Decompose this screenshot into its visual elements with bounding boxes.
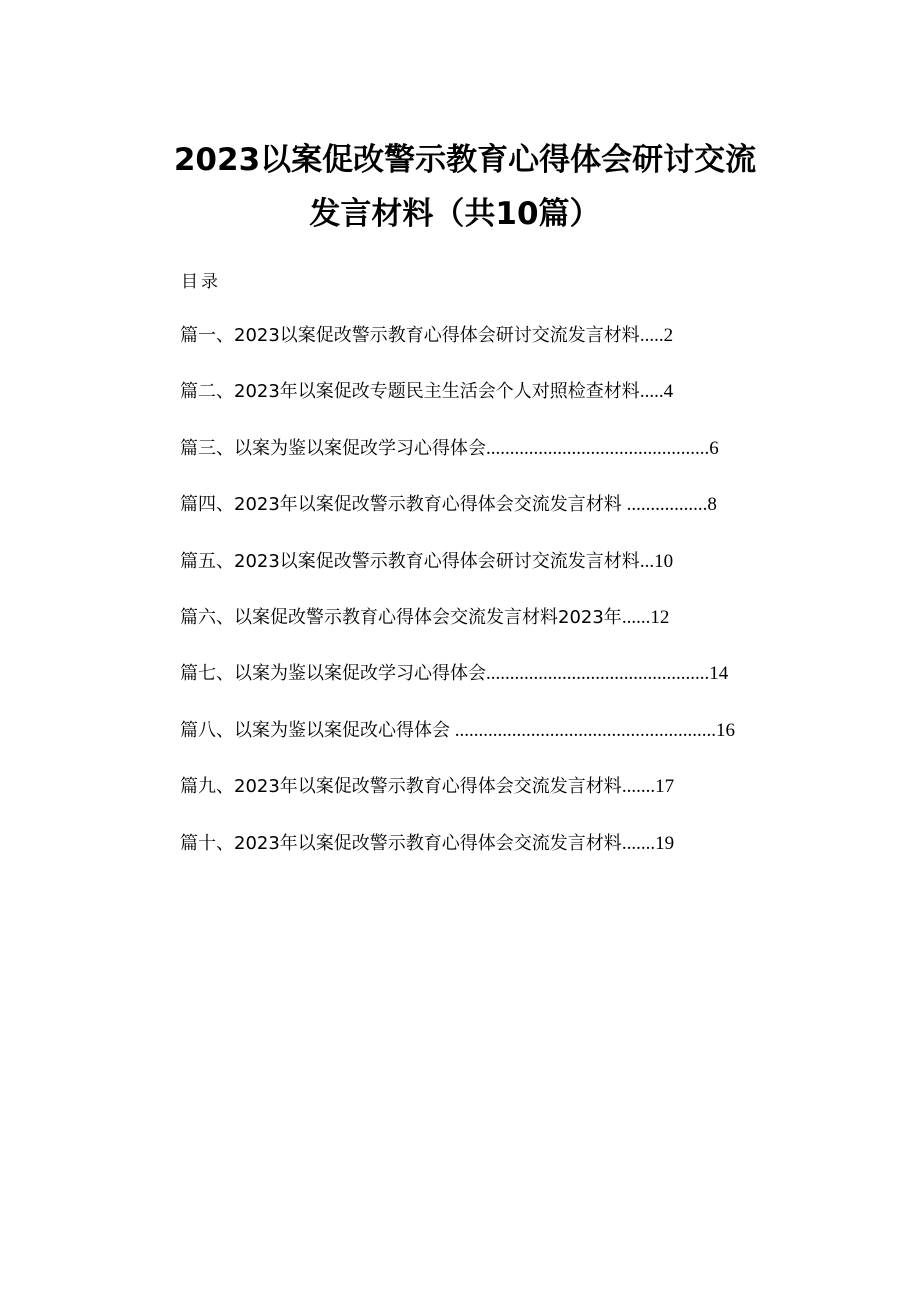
- toc-entry-title: 篇四、2023年以案促改警示教育心得体会交流发言材料: [180, 494, 622, 516]
- toc-leader-dots: ...: [639, 550, 655, 572]
- toc-leader-dots: .......: [621, 832, 656, 854]
- toc-page-number: 17: [655, 776, 675, 798]
- toc-entry-title: 篇五、2023以案促改警示教育心得体会研讨交流发言材料: [180, 550, 640, 572]
- toc-leader-dots: ...............................................: [486, 663, 710, 685]
- toc-leader-dots: .......................................................: [450, 719, 716, 741]
- toc-entry-title: 篇二、2023年以案促改专题民主生活会个人对照检查材料: [180, 381, 640, 403]
- toc-entry-3[interactable]: [180, 434, 780, 490]
- toc-entry-title: 篇九、2023年以案促改警示教育心得体会交流发言材料: [180, 776, 622, 798]
- document-title-line-1: 2023以案促改警示教育心得体会研讨交流: [173, 142, 757, 178]
- toc-entry-9[interactable]: [180, 772, 780, 828]
- toc-page-number: 4: [663, 381, 674, 403]
- toc-entry-2[interactable]: [180, 377, 780, 433]
- table-of-contents: [180, 321, 780, 885]
- toc-entry-title: 篇八、以案为鉴以案促改心得体会: [180, 719, 450, 741]
- toc-entry-title: 篇六、以案促改警示教育心得体会交流发言材料2023年: [180, 606, 622, 628]
- toc-leader-dots: ......: [621, 606, 651, 628]
- toc-leader-dots: .....: [639, 325, 664, 346]
- toc-heading: 目录: [181, 272, 221, 292]
- toc-page-number: 14: [709, 663, 729, 685]
- toc-entry-7[interactable]: [180, 659, 780, 715]
- toc-page-number: 8: [707, 494, 717, 516]
- toc-page-number: 2: [663, 325, 674, 346]
- toc-entry-8[interactable]: [180, 716, 780, 772]
- toc-entry-title: 篇七、以案为鉴以案促改学习心得体会: [180, 663, 486, 685]
- toc-entry-10[interactable]: [180, 829, 780, 885]
- toc-leader-dots: ...............................................: [486, 437, 710, 459]
- toc-leader-dots: .....: [639, 381, 664, 403]
- toc-entry-title: 篇十、2023年以案促改警示教育心得体会交流发言材料: [180, 832, 622, 854]
- toc-page-number: 12: [650, 606, 670, 628]
- toc-page-number: 16: [716, 719, 735, 741]
- toc-leader-dots: .......: [621, 776, 656, 798]
- toc-entry-title: 篇一、2023以案促改警示教育心得体会研讨交流发言材料: [180, 325, 640, 346]
- toc-page-number: 10: [654, 550, 674, 572]
- toc-entry-4[interactable]: [180, 490, 780, 546]
- toc-page-number: 19: [655, 832, 675, 854]
- document-title-line-2: 发言材料（共10篇）: [309, 196, 601, 232]
- toc-page-number: 6: [709, 437, 719, 459]
- toc-entry-6[interactable]: [180, 603, 780, 659]
- toc-entry-1[interactable]: [180, 321, 780, 377]
- toc-entry-5[interactable]: [180, 547, 780, 603]
- toc-entry-title: 篇三、以案为鉴以案促改学习心得体会: [180, 437, 486, 459]
- toc-leader-dots: .................: [621, 494, 708, 516]
